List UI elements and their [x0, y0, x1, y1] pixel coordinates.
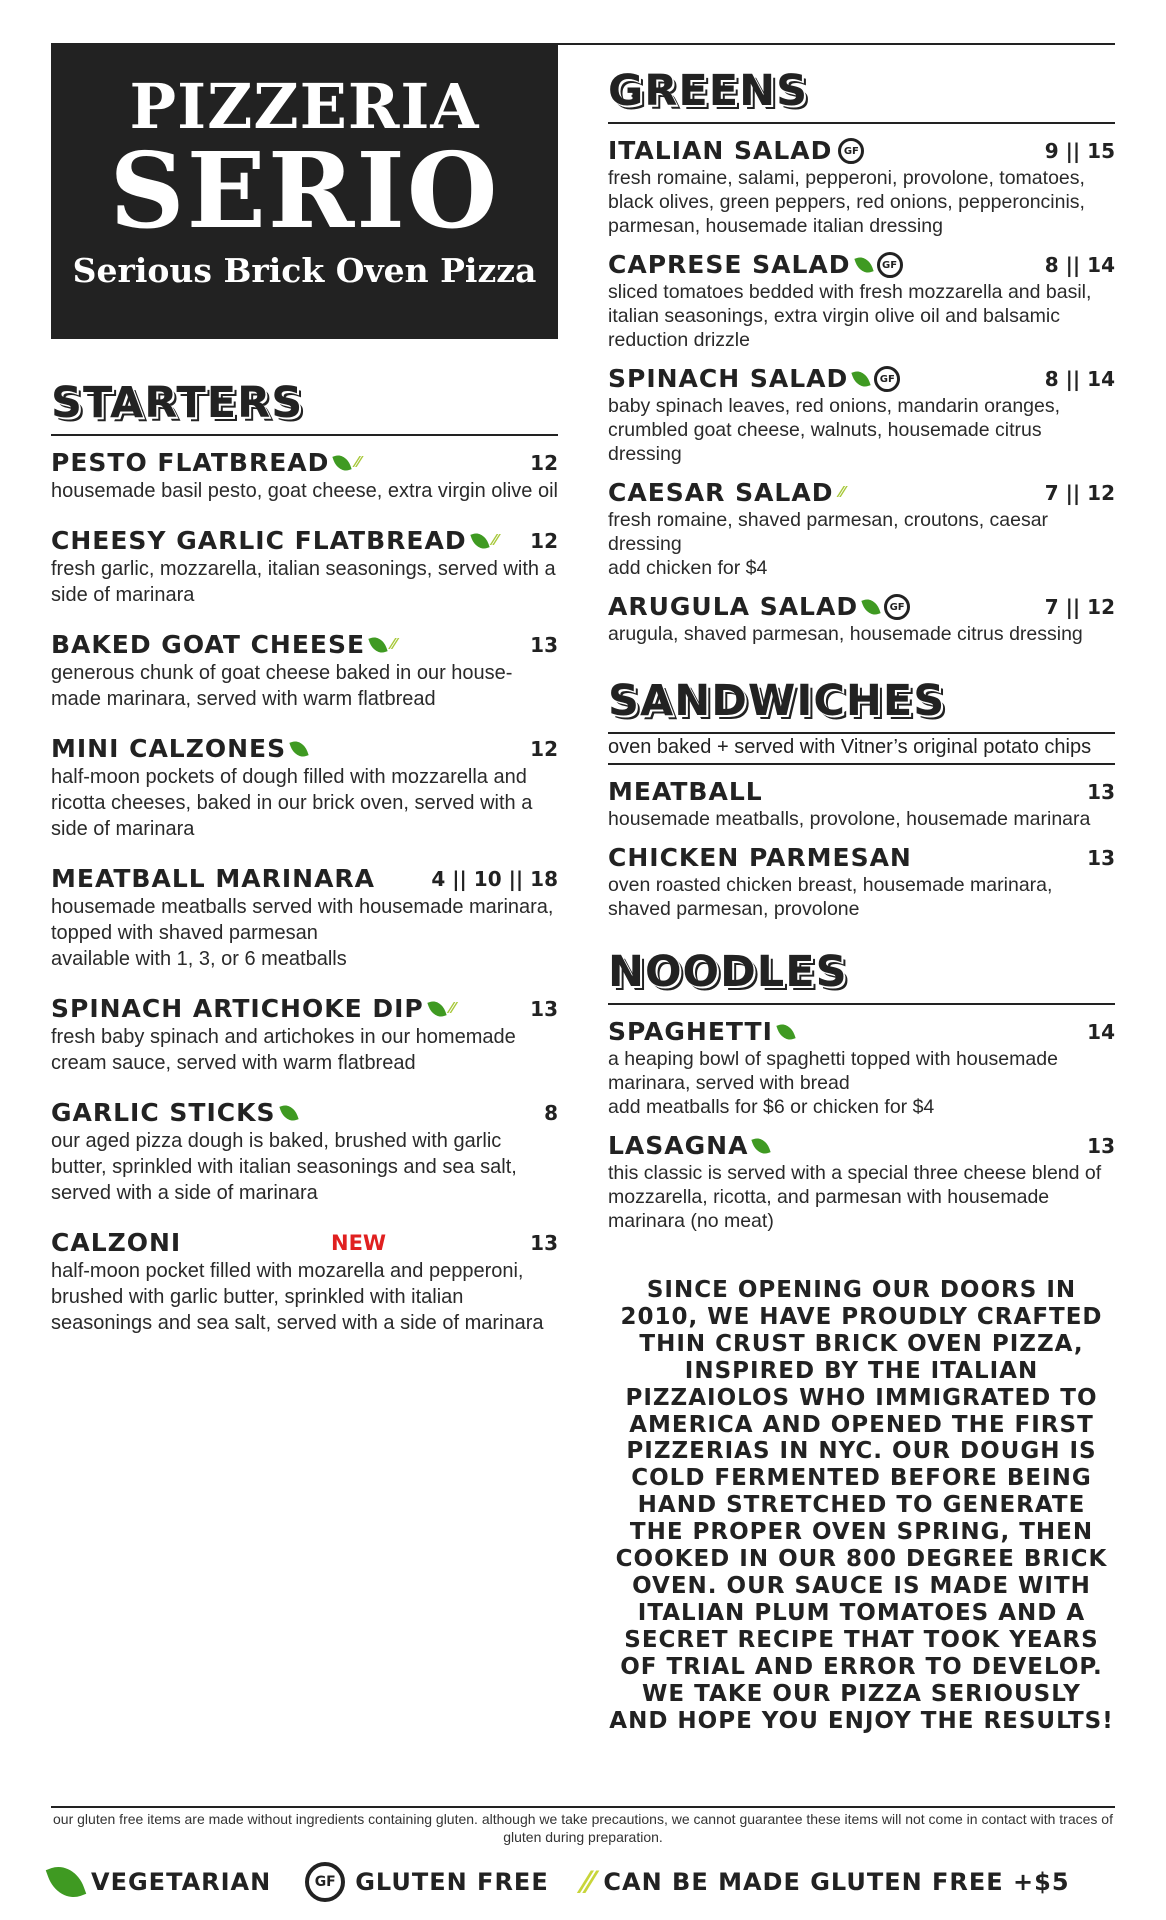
item-description: sliced tomatoes bedded with fresh mozzarella and basil, italian seasonings, extra virgin olive oil and balsamic reduction drizzle	[608, 281, 1092, 351]
leaf-icon	[854, 254, 873, 276]
item-description: this classic is served with a special three cheese blend of mozzarella, ricotta, and parmesan with housemade marinara (no meat)	[608, 1162, 1102, 1232]
item-description: half-moon pockets of dough filled with mozzarella and ricotta cheeses, baked in our brick oven, served with a side of marinara	[51, 766, 533, 840]
menu-item	[51, 630, 558, 712]
legend-item	[305, 1862, 549, 1902]
legend-item	[583, 1864, 1070, 1901]
menu-item	[51, 1098, 558, 1206]
gluten-free-note: our gluten free items are made without ingredients containing gluten. although we take precautions, we cannot guarantee these items will not come in contact with traces of gluten during preparation.	[53, 1811, 1113, 1845]
greens-title: GREENS	[608, 66, 809, 116]
sandwiches-title: SANDWICHES	[608, 676, 946, 726]
item-price: 14	[1087, 1020, 1115, 1044]
item-price: 12	[530, 451, 558, 475]
section-rule	[608, 122, 1115, 124]
leaf-icon	[368, 634, 387, 656]
section-rule	[608, 1003, 1115, 1005]
item-description: our aged pizza dough is baked, brushed with garlic butter, sprinkled with italian seasonings and sea salt, served with a side of marinara	[51, 1130, 517, 1204]
menu-item	[51, 864, 558, 972]
item-price: 13	[1087, 1134, 1115, 1158]
leaf-icon	[279, 1102, 298, 1124]
item-name: PESTO FLATBREAD	[51, 448, 330, 477]
logo-line1: PIZZERIA	[129, 70, 480, 143]
leaf-icon	[46, 1860, 87, 1904]
item-name: SPINACH ARTICHOKE DIP	[51, 994, 424, 1023]
gf-icon: GF	[305, 1862, 345, 1902]
legend-item	[51, 1864, 271, 1900]
item-name: MINI CALZONES	[51, 734, 287, 763]
item-name: ITALIAN SALAD	[608, 136, 833, 165]
gf-possible-icon: ⁄⁄	[355, 454, 361, 471]
icon-legend	[51, 1860, 1115, 1904]
item-name: BAKED GOAT CHEESE	[51, 630, 366, 659]
item-description: generous chunk of goat cheese baked in our house-made marinara, served with warm flatbread	[51, 662, 513, 710]
item-name: CHICKEN PARMESAN	[608, 843, 912, 872]
item-name: SPAGHETTI	[608, 1017, 773, 1046]
item-description: housemade basil pesto, goat cheese, extra virgin olive oil	[51, 480, 558, 502]
gf-icon: GF	[884, 594, 910, 620]
item-description: fresh garlic, mozzarella, italian seasonings, served with a side of marinara	[51, 558, 556, 606]
menu-item	[608, 1131, 1115, 1233]
logo-line2: SERIO	[109, 129, 500, 252]
item-name: SPINACH SALAD	[608, 364, 849, 393]
menu-item	[51, 448, 558, 504]
menu-item	[608, 478, 1115, 580]
noodles-section	[608, 947, 1115, 1233]
item-description: arugula, shaved parmesan, housemade citrus dressing	[608, 623, 1083, 645]
menu-item	[608, 136, 1115, 238]
gf-icon: GF	[874, 366, 900, 392]
new-badge: NEW	[331, 1231, 387, 1255]
item-description: half-moon pocket filled with mozarella and pepperoni, brushed with garlic butter, sprinkled with italian seasonings and sea salt, served with a side of marinara	[51, 1260, 544, 1334]
gf-possible-icon: ⁄⁄	[492, 532, 498, 549]
item-description: housemade meatballs served with housemade marinara, topped with shaved parmesan	[51, 896, 554, 944]
legend-label: CAN BE MADE GLUTEN FREE +$5	[603, 1868, 1070, 1896]
legend-label: GLUTEN FREE	[355, 1868, 549, 1896]
item-name: CAESAR SALAD	[608, 478, 834, 507]
item-price: 8 || 14	[1044, 253, 1115, 277]
gf-possible-icon: ⁄⁄	[449, 1000, 456, 1017]
section-rule	[608, 763, 1115, 765]
item-description: baby spinach leaves, red onions, mandarin oranges, crumbled goat cheese, walnuts, housemade citrus dressing	[608, 395, 1061, 465]
item-price: 13	[1087, 780, 1115, 804]
menu-item	[51, 994, 558, 1076]
item-description: fresh romaine, shaved parmesan, croutons, caesar dressing	[608, 509, 1049, 555]
item-description: a heaping bowl of spaghetti topped with housemade marinara, served with bread	[608, 1048, 1058, 1094]
item-note: available with 1, 3, or 6 meatballs	[51, 948, 347, 970]
sandwiches-subtitle: oven baked + served with Vitner’s original potato chips	[608, 736, 1092, 758]
item-price: 13	[530, 997, 558, 1021]
item-name: MEATBALL MARINARA	[51, 864, 376, 893]
logo	[51, 43, 558, 339]
leaf-icon	[289, 738, 308, 760]
leaf-icon	[776, 1021, 795, 1043]
item-price: 8	[544, 1101, 558, 1125]
menu-item	[51, 526, 558, 608]
leaf-icon	[333, 452, 352, 474]
leaf-icon	[752, 1135, 771, 1157]
menu-item	[608, 1017, 1115, 1119]
item-note: add chicken for $4	[608, 557, 768, 579]
leaf-icon	[852, 368, 871, 390]
gf-possible-icon: ⁄⁄	[391, 636, 397, 653]
item-name: LASAGNA	[608, 1131, 749, 1160]
leaf-icon	[861, 596, 880, 618]
greens-section	[608, 66, 1115, 646]
item-name: GARLIC STICKS	[51, 1098, 276, 1127]
item-price: 7 || 12	[1044, 595, 1115, 619]
item-price: 12	[530, 529, 558, 553]
right-column	[608, 66, 1115, 1233]
leaf-icon	[427, 998, 446, 1020]
leaf-icon	[470, 530, 489, 552]
logo-tagline: Serious Brick Oven Pizza	[72, 251, 537, 290]
item-price: 13	[1087, 846, 1115, 870]
menu-item	[608, 843, 1115, 921]
item-name: ARUGULA SALAD	[608, 592, 859, 621]
menu-item	[608, 592, 1115, 646]
item-description: fresh romaine, salami, pepperoni, provolone, tomatoes, black olives, green peppers, red onions, pepperoncinis, parmesan, housemade italian dressing	[608, 167, 1085, 237]
item-price: 13	[530, 633, 558, 657]
noodles-title: NOODLES	[608, 947, 848, 997]
item-price: 13	[530, 1231, 558, 1255]
gf-icon: GF	[838, 138, 864, 164]
item-name: MEATBALL	[608, 777, 763, 806]
item-note: add meatballs for $6 or chicken for $4	[608, 1096, 935, 1118]
menu-item	[51, 1228, 558, 1336]
gf-icon: GF	[877, 252, 903, 278]
section-rule	[51, 434, 558, 436]
item-description: oven roasted chicken breast, housemade marinara, shaved parmesan, provolone	[608, 874, 1053, 920]
footer-rule	[51, 1806, 1115, 1808]
item-description: housemade meatballs, provolone, housemade marinara	[608, 808, 1091, 830]
starters-section	[51, 378, 558, 1336]
item-price: 4 || 10 || 18	[431, 867, 558, 891]
about-story: SINCE OPENING OUR DOORS IN 2010, WE HAVE PROUDLY CRAFTED THIN CRUST BRICK OVEN PIZZA, INSPIRED BY THE ITALIAN PIZZAIOLOS WHO IMMIGRATED TO AMERICA AND OPENED THE FIRST PIZZERIAS IN NYC. OUR DOUGH IS COLD FERMENTED BEFORE BEING HAND STRETCHED TO GENERATE THE PROPER OVEN SPRING, THEN COOKED IN OUR 800 DEGREE BRICK OVEN. OUR SAUCE IS MADE WITH ITALIAN PLUM TOMATOES AND A SECRET RECIPE THAT TOOK YEARS OF TRIAL AND ERROR TO DEVELOP. WE TAKE OUR PIZZA SERIOUSLY AND HOPE YOU ENJOY THE RESULTS!	[609, 1277, 1114, 1734]
menu-item	[608, 364, 1115, 466]
sandwiches-section	[608, 676, 1115, 921]
item-name: CAPRESE SALAD	[608, 250, 851, 279]
menu-item	[608, 250, 1115, 352]
section-rule	[608, 732, 1115, 734]
item-description: fresh baby spinach and artichokes in our homemade cream sauce, served with warm flatbread	[51, 1026, 516, 1074]
item-price: 12	[530, 737, 558, 761]
gf-possible-icon: ⁄⁄	[582, 1863, 594, 1900]
starters-title: STARTERS	[51, 378, 304, 428]
menu-item	[608, 777, 1115, 831]
menu-item	[51, 734, 558, 842]
item-price: 9 || 15	[1044, 139, 1115, 163]
item-price: 8 || 14	[1044, 367, 1115, 391]
legend-label: VEGETARIAN	[91, 1868, 272, 1896]
item-name: CALZONI	[51, 1228, 182, 1257]
left-column	[51, 378, 558, 1336]
gf-possible-icon: ⁄⁄	[839, 484, 845, 501]
item-price: 7 || 12	[1044, 481, 1115, 505]
item-name: CHEESY GARLIC FLATBREAD	[51, 526, 467, 555]
